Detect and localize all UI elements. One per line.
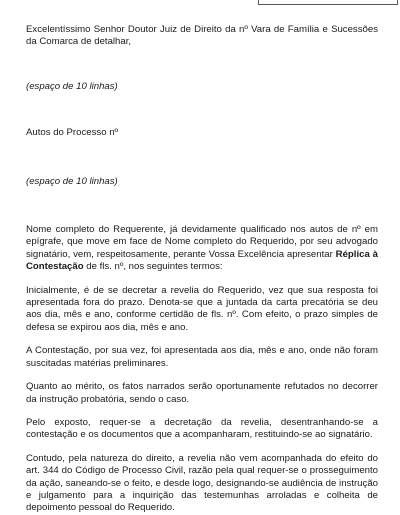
space-note-1: (espaço de 10 linhas) xyxy=(26,80,118,92)
paragraph-revelia: Inicialmente, é de se decretar a revelia do Requerido, vez que sua resposta foi apresentada fora do prazo. Denota-se que a juntada da carta precatória se deu aos dia, mês e ano, conforme certidão de fls. nº. Com efeito, o prazo simples de defesa se expirou aos dia, mês e ano. xyxy=(26,284,378,333)
addressee: Excelentíssimo Senhor Doutor Juiz de Direito da nº Vara de Família e Sucessões da Comarca de detalhar, xyxy=(26,24,378,48)
paragraph-contestacao: A Contestação, por sua vez, foi apresentada aos dia, mês e ano, onde não foram suscitadas matérias preliminares. xyxy=(26,345,378,369)
paragraph-conclusao: Contudo, pela natureza do direito, a revelia não vem acompanhada do efeito do art. 344 do Código de Processo Civil, razão pela qual requer-se o prosseguimento da ação, saneando-se o feito, e desde logo, designando-se audiência de instrução e julgamento para a inquirição das testemunhas arroladas e colheita de depoimento pessoal do Requerido. xyxy=(26,452,378,514)
intro-title-bold: Réplica à Contestação xyxy=(26,248,378,273)
space-note-2: (espaço de 10 linhas) xyxy=(26,175,118,187)
process-reference: Autos do Processo nº xyxy=(26,127,119,139)
paragraph-pedido: Pelo exposto, requer-se a decretação da revelia, desentranhando-se a contestação e os documentos que a acompanharam, restituindo-se ao signatário. xyxy=(26,416,378,441)
header-box xyxy=(258,0,398,5)
intro-text-after: de fls. nº, nos seguintes termos: xyxy=(83,261,223,273)
intro-paragraph xyxy=(26,224,378,274)
document-body xyxy=(26,24,378,515)
intro-text-before: Nome completo do Requerente, já devidamente qualificado nos autos de nº em epígrafe, que move em face de Nome completo do Requerido, por seu advogado signatário, vem, respeitosamente, perante Vossa Excelência apresentar xyxy=(26,224,378,260)
paragraph-merito: Quanto ao mérito, os fatos narrados serão oportunamente refutados no decorrer da instrução probatória, sendo o caso. xyxy=(26,381,378,405)
